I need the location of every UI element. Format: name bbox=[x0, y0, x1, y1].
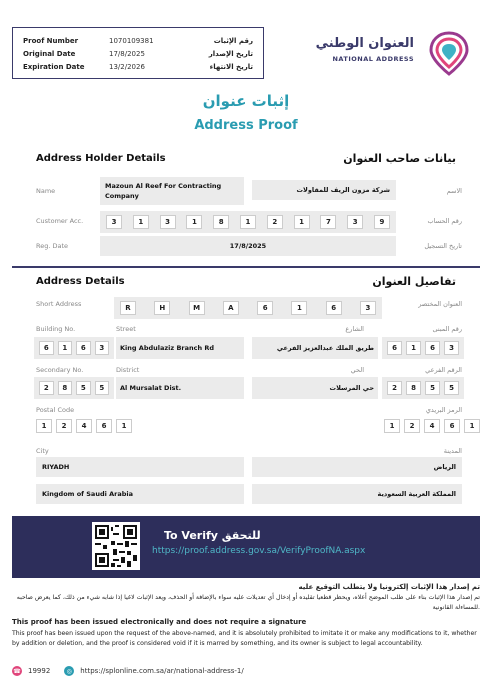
original-date-row bbox=[23, 47, 253, 60]
postal-digit: 4 bbox=[76, 419, 92, 433]
note-body-en: This proof has been issued upon the request of the above-named, and it is absolutely prohibited to imitate it or make any modifications to it, whether by addition or deletion, and the proof is considered void if it is marred by something, and its owner is subject to legal accountability. bbox=[12, 630, 477, 647]
secondary-label: Secondary No. bbox=[36, 366, 84, 374]
building-digit: 6 bbox=[387, 341, 402, 355]
customer-acc-digit: 9 bbox=[374, 215, 390, 229]
secondary-digit: 2 bbox=[387, 381, 402, 395]
postal-digit: 1 bbox=[36, 419, 52, 433]
customer-acc-label-ar: رقم الحساب bbox=[427, 217, 462, 225]
reg-date-label: Reg. Date bbox=[36, 242, 69, 250]
postal-digits bbox=[36, 419, 132, 433]
city-label: City bbox=[36, 447, 49, 455]
logo-pin-icon bbox=[426, 30, 472, 76]
expiration-date-label: Expiration Date bbox=[23, 62, 85, 71]
phone-icon: ☎ bbox=[13, 667, 21, 675]
secondary-digit: 2 bbox=[39, 381, 54, 395]
district-label: District bbox=[116, 366, 140, 374]
building-label: Building No. bbox=[36, 325, 76, 333]
address-heading-en: Address Details bbox=[36, 276, 125, 287]
expiration-date-row bbox=[23, 60, 253, 73]
postal-digit: 4 bbox=[424, 419, 440, 433]
secondary-digits-ar bbox=[382, 377, 464, 399]
building-digits-ar bbox=[382, 337, 464, 359]
building-digit: 1 bbox=[58, 341, 73, 355]
country-en-value: Kingdom of Saudi Arabia bbox=[36, 484, 244, 504]
city-ar-value: الرياض bbox=[252, 457, 462, 477]
short-address-char: H bbox=[154, 301, 170, 315]
secondary-digit: 5 bbox=[425, 381, 440, 395]
original-date-label: Original Date bbox=[23, 49, 76, 58]
building-digit: 6 bbox=[425, 341, 440, 355]
postal-digit: 6 bbox=[96, 419, 112, 433]
footer-phone: 19992 bbox=[28, 667, 51, 675]
short-address-char: 3 bbox=[360, 301, 376, 315]
district-label-ar: الحي bbox=[350, 366, 364, 374]
note-heading-en: This proof has been issued electronically and does not require a signature bbox=[12, 618, 307, 626]
street-label-ar: الشارع bbox=[345, 325, 364, 333]
logo-text-ar: العنوان الوطني bbox=[315, 36, 414, 51]
secondary-label-ar: الرقم الفرعي bbox=[425, 366, 462, 374]
secondary-digit: 8 bbox=[406, 381, 421, 395]
document-title-en: Address Proof bbox=[194, 118, 298, 133]
postal-digits-ar bbox=[384, 419, 480, 433]
customer-acc-digit: 1 bbox=[186, 215, 202, 229]
customer-acc-digit: 3 bbox=[160, 215, 176, 229]
secondary-digit: 5 bbox=[95, 381, 110, 395]
building-digit: 1 bbox=[406, 341, 421, 355]
customer-acc-digit: 3 bbox=[106, 215, 122, 229]
name-en-value: Mazoun Al Reef For Contracting Company bbox=[100, 177, 244, 205]
proof-meta-box bbox=[12, 27, 264, 79]
proof-number-value: 1070109381 bbox=[109, 36, 154, 45]
name-label: Name bbox=[36, 187, 56, 195]
customer-acc-digit: 1 bbox=[294, 215, 310, 229]
country-ar-value: المملكة العربية السعودية bbox=[252, 484, 462, 504]
customer-acc-digit: 7 bbox=[320, 215, 336, 229]
customer-acc-digit: 1 bbox=[133, 215, 149, 229]
building-digits bbox=[34, 337, 114, 359]
document-title-ar: إثبات عنوان bbox=[202, 92, 290, 110]
short-address-char: A bbox=[223, 301, 239, 315]
name-ar-value: شركة مزون الريف للمقاولات bbox=[252, 180, 396, 200]
name-label-ar: الاسم bbox=[446, 187, 462, 195]
short-address-label: Short Address bbox=[36, 300, 82, 308]
short-address-char: 6 bbox=[326, 301, 342, 315]
building-digit: 6 bbox=[76, 341, 91, 355]
customer-acc-digits bbox=[100, 211, 396, 233]
address-heading-ar: تفاصيل العنوان bbox=[372, 275, 456, 288]
postal-digit: 1 bbox=[464, 419, 480, 433]
footer-url-link[interactable]: https://splonline.com.sa/ar/national-address-1/ bbox=[80, 667, 244, 675]
globe-icon: ◎ bbox=[64, 666, 74, 676]
building-digit: 6 bbox=[39, 341, 54, 355]
building-label-ar: رقم المبنى bbox=[432, 325, 462, 333]
short-address-label-ar: العنوان المختصر bbox=[418, 300, 462, 308]
note-heading-ar: تم إصدار هذا الإثبات إلكترونيا ولا يتطلب التوقيع عليه bbox=[298, 583, 480, 591]
city-label-ar: المدينة bbox=[443, 447, 462, 455]
postal-digit: 2 bbox=[56, 419, 72, 433]
footer bbox=[12, 659, 480, 683]
district-ar-value: حي المرسلات bbox=[252, 377, 378, 399]
short-address-char: M bbox=[189, 301, 205, 315]
proof-number-row bbox=[23, 34, 253, 47]
street-label: Street bbox=[116, 325, 136, 333]
reg-date-label-ar: تاريخ التسجيل bbox=[424, 242, 462, 250]
expiration-date-label-ar: تاريخ الانتهاء bbox=[209, 62, 253, 71]
secondary-digit: 5 bbox=[444, 381, 459, 395]
national-address-logo bbox=[312, 30, 472, 80]
proof-number-label-ar: رقم الإثبات bbox=[213, 36, 253, 45]
postal-digit: 1 bbox=[384, 419, 400, 433]
holder-heading-ar: بيانات صاحب العنوان bbox=[343, 152, 456, 165]
street-en-value: King Abdulaziz Branch Rd bbox=[116, 337, 244, 359]
city-en-value: RIYADH bbox=[36, 457, 244, 477]
short-address-chars bbox=[114, 297, 382, 319]
postal-digit: 1 bbox=[116, 419, 132, 433]
qr-code-icon bbox=[95, 525, 137, 567]
building-digit: 3 bbox=[95, 341, 110, 355]
holder-heading-en: Address Holder Details bbox=[36, 153, 166, 164]
postal-label-ar: الرمز البريدي bbox=[425, 406, 462, 414]
section-divider bbox=[12, 266, 480, 268]
customer-acc-digit: 2 bbox=[267, 215, 283, 229]
postal-digit: 2 bbox=[404, 419, 420, 433]
postal-label: Postal Code bbox=[36, 406, 75, 414]
note-body-ar: تم إصدار هذا الإثبات بناء على طلب الموضح أعلاه، ويحظر قطعيا تقليده أو إدخال أي تعديلات عليه سواء بالإضافة أو الحذف، ويعد الإثبات لاغيا إذا شابه شيء من ذلك، كما يعرض صاحبه للمساءلة القانونية. bbox=[16, 594, 480, 611]
expiration-date-value: 13/2/2026 bbox=[109, 62, 145, 71]
secondary-digits bbox=[34, 377, 114, 399]
verify-url-link[interactable]: https://proof.address.gov.sa/VerifyProofNA.aspx bbox=[152, 546, 366, 556]
district-en-value: Al Mursalat Dist. bbox=[116, 377, 244, 399]
postal-digit: 6 bbox=[444, 419, 460, 433]
building-digit: 3 bbox=[444, 341, 459, 355]
secondary-digit: 5 bbox=[76, 381, 91, 395]
short-address-char: 6 bbox=[257, 301, 273, 315]
street-ar-value: طريق الملك عبدالعزيز الفرعي bbox=[252, 337, 378, 359]
customer-acc-digit: 8 bbox=[213, 215, 229, 229]
short-address-char: R bbox=[120, 301, 136, 315]
secondary-digit: 8 bbox=[58, 381, 73, 395]
customer-acc-digit: 3 bbox=[347, 215, 363, 229]
verify-banner bbox=[12, 516, 480, 578]
short-address-char: 1 bbox=[291, 301, 307, 315]
logo-text-en: NATIONAL ADDRESS bbox=[332, 55, 414, 63]
original-date-value: 17/8/2025 bbox=[109, 49, 145, 58]
original-date-label-ar: تاريخ الإصدار bbox=[208, 49, 253, 58]
proof-number-label: Proof Number bbox=[23, 36, 79, 45]
verify-title: To Verify للتحقق bbox=[164, 529, 261, 542]
qr-code[interactable] bbox=[92, 522, 140, 570]
customer-acc-label: Customer Acc. bbox=[36, 217, 84, 225]
reg-date-value: 17/8/2025 bbox=[100, 236, 396, 256]
customer-acc-digit: 1 bbox=[240, 215, 256, 229]
